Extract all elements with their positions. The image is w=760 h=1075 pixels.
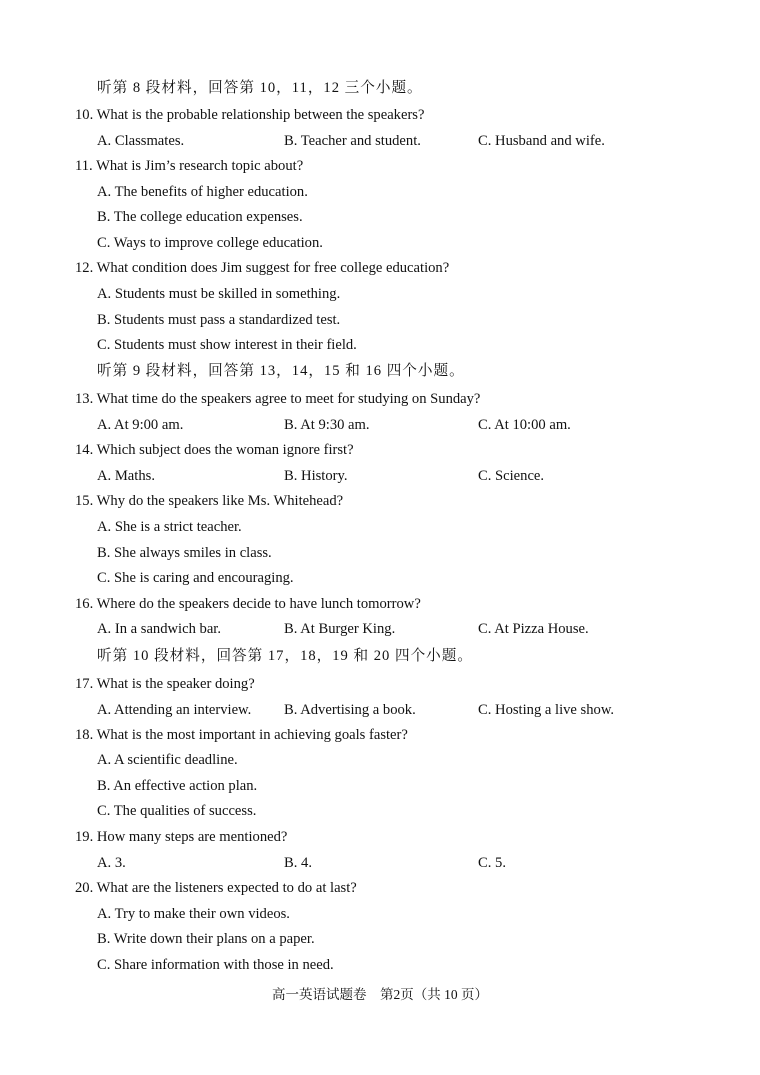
question-18-option-b: B. An effective action plan.	[97, 778, 258, 794]
question-12-stem: 12. What condition does Jim suggest for free college education?	[75, 260, 450, 276]
question-20-stem: 20. What are the listeners expected to do at last?	[75, 880, 357, 896]
section-instruction-9: 听第 9 段材料，回答第 13，14，15 和 16 四个小题。	[97, 363, 465, 379]
question-10-option-c: C. Husband and wife.	[478, 133, 605, 149]
question-19-option-b: B. 4.	[284, 855, 312, 871]
question-16-option-a: A. In a sandwich bar.	[97, 621, 222, 637]
question-19-option-a: A. 3.	[97, 855, 126, 871]
question-11-option-c: C. Ways to improve college education.	[97, 235, 323, 251]
question-18-stem: 18. What is the most important in achieving goals faster?	[75, 727, 408, 743]
question-16-option-b: B. At Burger King.	[284, 621, 396, 637]
question-13-stem: 13. What time do the speakers agree to meet for studying on Sunday?	[75, 391, 481, 407]
question-11-option-a: A. The benefits of higher education.	[97, 184, 308, 200]
question-16-stem: 16. Where do the speakers decide to have lunch tomorrow?	[75, 596, 421, 612]
question-11-stem: 11. What is Jim’s research topic about?	[75, 158, 304, 174]
question-14-option-b: B. History.	[284, 468, 348, 484]
question-12-option-c: C. Students must show interest in their field.	[97, 337, 357, 353]
question-15-stem: 15. Why do the speakers like Ms. Whitehead?	[75, 493, 344, 509]
page-footer: 高一英语试题卷 第2页（共 10 页）	[272, 987, 488, 1002]
question-15-option-a: A. She is a strict teacher.	[97, 519, 242, 535]
question-18-option-a: A. A scientific deadline.	[97, 752, 238, 768]
question-10-option-a: A. Classmates.	[97, 133, 185, 149]
question-10-option-b: B. Teacher and student.	[284, 133, 421, 149]
question-11-option-b: B. The college education expenses.	[97, 209, 303, 225]
question-15-option-b: B. She always smiles in class.	[97, 545, 272, 561]
question-13-option-c: C. At 10:00 am.	[478, 417, 571, 433]
question-17-option-c: C. Hosting a live show.	[478, 702, 615, 718]
question-19-stem: 19. How many steps are mentioned?	[75, 829, 288, 845]
question-14-option-a: A. Maths.	[97, 468, 155, 484]
section-instruction-8: 听第 8 段材料，回答第 10，11，12 三个小题。	[97, 80, 423, 96]
question-20-option-b: B. Write down their plans on a paper.	[97, 931, 315, 947]
question-10-stem: 10. What is the probable relationship between the speakers?	[75, 107, 425, 123]
question-12-option-a: A. Students must be skilled in something.	[97, 286, 341, 302]
question-19-option-c: C. 5.	[478, 855, 506, 871]
question-16-option-c: C. At Pizza House.	[478, 621, 589, 637]
question-14-stem: 14. Which subject does the woman ignore first?	[75, 442, 354, 458]
question-17-option-b: B. Advertising a book.	[284, 702, 416, 718]
question-20-option-c: C. Share information with those in need.	[97, 957, 334, 973]
section-instruction-10: 听第 10 段材料，回答第 17，18，19 和 20 四个小题。	[97, 648, 473, 664]
question-20-option-a: A. Try to make their own videos.	[97, 906, 290, 922]
question-18-option-c: C. The qualities of success.	[97, 803, 257, 819]
question-15-option-c: C. She is caring and encouraging.	[97, 570, 294, 586]
question-13-option-a: A. At 9:00 am.	[97, 417, 184, 433]
question-17-stem: 17. What is the speaker doing?	[75, 676, 255, 692]
question-14-option-c: C. Science.	[478, 468, 545, 484]
question-13-option-b: B. At 9:30 am.	[284, 417, 370, 433]
question-12-option-b: B. Students must pass a standardized test.	[97, 312, 341, 328]
question-17-option-a: A. Attending an interview.	[97, 702, 252, 718]
